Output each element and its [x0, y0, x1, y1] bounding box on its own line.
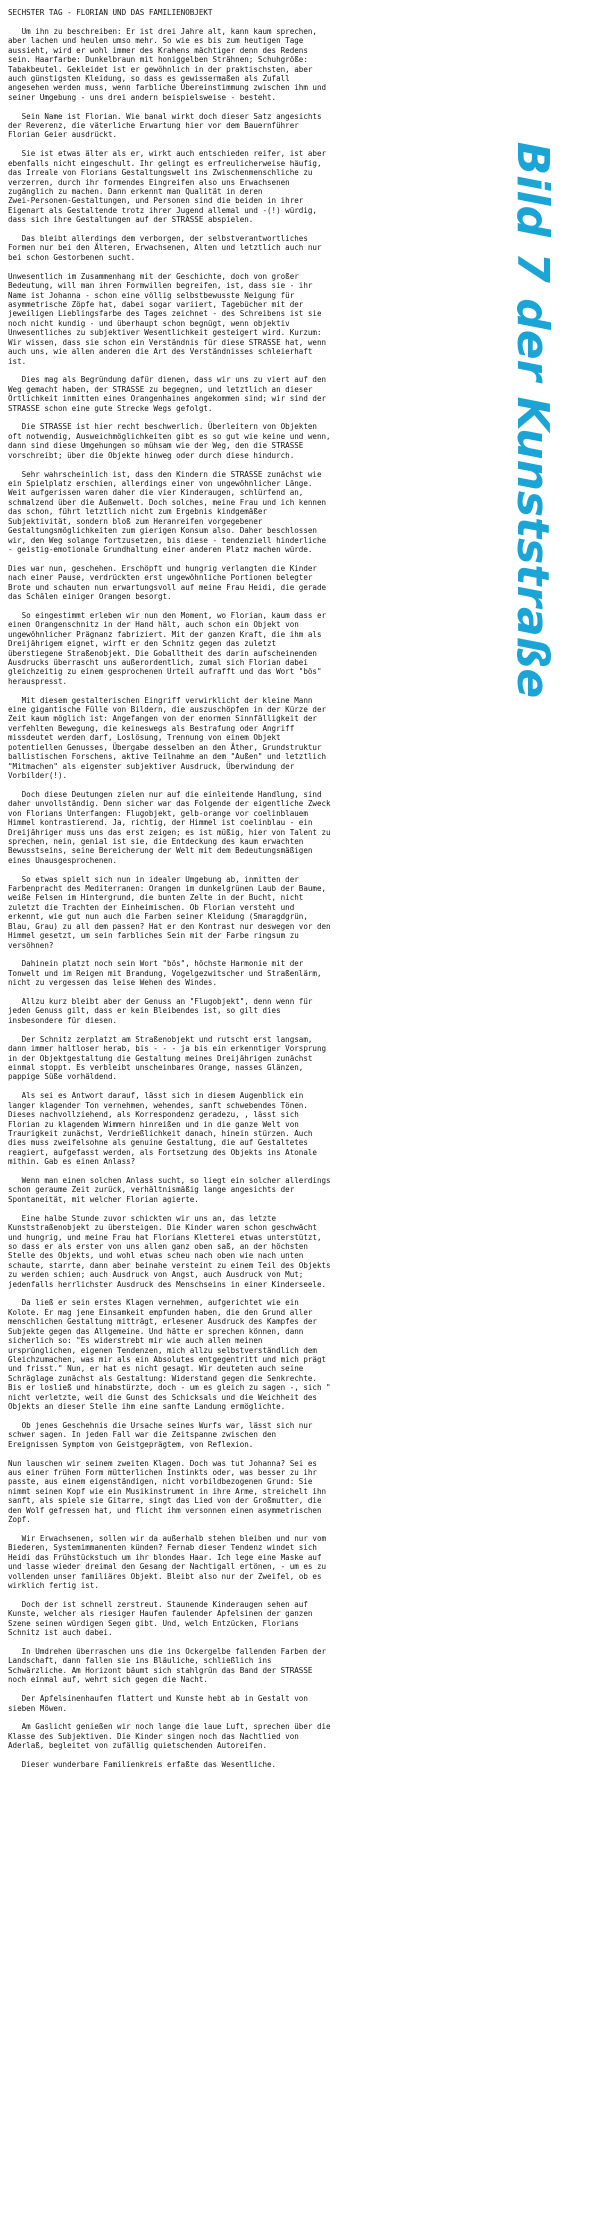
- paragraph: Unwesentlich im Zusammenhang mit der Geschichte, doch von großer Bedeutung, will man ihren Formwillen begreifen, ist, dass sie - ihr Name ist Johanna - schon eine völlig selbstbewusste Neigung für asymmetrische Zöpfe hat, dabei sogar variiert, Tagebücher mit der jeweiligen Lieblingsfarbe des Tages zeichnet - des Schreibens ist sie noch nicht kundig - und überhaupt schon begnügt, wenn objektiv Unwesentliches zu subjektiver Wesentlichkeit gesteigert wird. Kurzum: Wir wissen, dass sie schon ein Verständnis für diese STRASSE hat, wenn auch uns, wie allen anderen die Art des Verständnisses schleierhaft ist.: [8, 271, 327, 366]
- paragraph: Sein Name ist Florian. Wie banal wirkt doch dieser Satz angesichts der Reverenz, die väterliche Erwartung hier vor dem Bauernführer Florian Geier ausdrückt.: [8, 111, 322, 140]
- paragraph: Die STRASSE ist hier recht beschwerlich. Überleitern von Objekten oft notwendig, Ausweichmöglichkeiten gibt es so gut wie keine und wenn, dann sind diese Umgehungen so mühsam wie der Weg, den die STRASSE vorschreibt; über die Objekte hinweg oder durch diese hindurch.: [8, 422, 331, 460]
- side-label-panel: [472, 141, 592, 699]
- paragraph: Dies war nun, geschehen. Erschöpft und hungrig verlangten die Kinder nach einer Pause, verdrückten erst ungewöhnliche Portionen belegter Brote und schauten nun erwartungsvoll auf meine Frau Heidi, die gerade das Schälen einiger Orangen besorgt.: [8, 563, 327, 602]
- paragraph: Dies mag als Begründung dafür dienen, dass wir uns zu viert auf den Weg gemacht haben, der STRASSE zu begegnen, und letztlich an dieser Örtlichkeit inmitten eines Orangenhaines angekommen sind; wir sind der STRASSE schon eine gute Strecke Wegs gefolgt.: [8, 375, 327, 413]
- paragraph: Dahinein platzt noch sein Wort "bös", höchste Harmonie mit der Tonwelt und im Reigen mit Brandung, Vogelgezwitscher und Straßenlärm, nicht zu vergessen das leise Wehen des Windes.: [8, 959, 322, 988]
- paragraph: So etwas spielt sich nun in idealer Umgebung ab, inmitten der Farbenpracht des Mediterranen: Orangen im dunkelgrünen Laub der Baume, weiße Felsen im Hintergrund, die bunten Zelte in der Bucht, nicht zuletzt die Trachten der Einheimischen. Ob Florian versteht und erkennt, wie gut nun auch die Farben seiner Kleidung (Smaragdgrün, Blau, Grau) zu all dem passen? Hat er den Kontrast nur deswegen vor den Himmel gesetzt, um sein farbliches Sein mit der Farbe ringsum zu versöhnen?: [8, 874, 331, 950]
- paragraph: Doch diese Deutungen zielen nur auf die einleitende Handlung, sind daher unvollständig. Denn sicher war das Folgende der eigentliche Zweck von Florians Unterfangen: Flugobjekt, gelb-orange vor coelinblauem Himmel kontrastierend. Ja, richtig, der Himmel ist coelinblau - ein Dreijähriger muss uns das erst zeigen; es ist müßig, hier von Talent zu sprechen, nein, genial ist sie, die Entdeckung des kaum erwachten Bewusstseins, seine Bereicherung der Welt mit dem Bedeutungsmäßigen eines Unausgesprochenen.: [8, 789, 331, 865]
- paragraph: Das bleibt allerdings dem verborgen, der selbstverantwortliches Formen nur bei den Älteren, Erwachsenen, Alten und letztlich auch nur bei schon Gestorbenen sucht.: [8, 234, 322, 262]
- paragraph: Der Apfelsinenhaufen flattert und Kunste hebt ab in Gestalt von sieben Möwen.: [8, 1694, 308, 1713]
- paragraph: Doch der ist schnell zerstreut. Staunende Kinderaugen sehen auf Kunste, welcher als riesiger Haufen faulender Apfelsinen der ganzen Szene seinen würdigen Segen gibt. Und, welch Entzücken, Florians Schnitz ist auch dabei.: [8, 1599, 313, 1638]
- paragraph: Ob jenes Geschehnis die Ursache seines Wurfs war, lässt sich nur schwer sagen. In jeden Fall war die Zeitspanne zwischen den Ereignissen Symptom von Geistgeprägtem, von Reflexion.: [8, 1420, 313, 1449]
- paragraph: Dieser wunderbare Familienkreis erfaßte das Wesentliche.: [8, 1760, 277, 1770]
- paragraph: So eingestimmt erleben wir nun den Moment, wo Florian, kaum dass er einen Orangenschnitz in der Hand hält, auch schon ein Objekt von ungewöhnlicher Prägnanz fabriziert. Mit der ganzen Kraft, die ihm als Dreijährigem eignet, wirft er den Schnitz gegen das zuletzt überstiegene Straßenobjekt. Die Goballtheit des darin aufscheinenden Ausdrucks überrascht uns außerordentlich, zumal sich Florian dabei gleichzeitig zu einem gesprochenen Urteil aufrafft und das Wort "bös" herauspresst.: [8, 610, 327, 686]
- paragraph: Wenn man einen solchen Anlass sucht, so liegt ein solcher allerdings schon geraume Zeit zurück, verhältnismäßig lange angesichts der Spontaneität, mit welcher Florian agierte.: [8, 1176, 331, 1204]
- paragraph: Allzu kurz bleibt aber der Genuss an "Flugobjekt", denn wenn für jeden Genuss gilt, dass er kein Bleibendes ist, so gilt dies insbesondere für diesen.: [8, 997, 313, 1025]
- document-body: [8, 8, 478, 1779]
- paragraph: Sie ist etwas älter als er, wirkt auch entschieden reifer, ist aber ebenfalls nicht eingeschult. Ihr gelingt es erfreulicherweise häufig, das Irreale von Florians Gestaltungswelt ins Zwischenmenschliche zu verzerren, durch ihr formendes Eingreifen also uns Erwachsenen zugänglich zu machen. Dann erkennt man Qualität in deren Zwei-Personen-Gestaltungen, und Personen sind die beiden in ihrer Eigenart als Gestaltende trotz ihrer Jugend allemal und -(!) würdig, dass sich ihre Gestaltungen auf der STRASSE abspielen.: [8, 149, 327, 225]
- paragraph: Als sei es Antwort darauf, lässt sich in diesem Augenblick ein langer klagender Ton vernehmen, wehendes, sanft schwebendes Tönen. Dieses nachvollziehend, als Korrespondenz geradezu, , lässt sich Florian zu klagendem Wimmern hinreißen und in die ganze Welt von Traurigkeit zunächst, Verdrießlichkeit danach, hinein stürzen. Auch dies muss zweifelsohne als genuine Gestaltung, die auf Gestaltetes reagiert, aufgefasst werden, als Fortsetzung des Objekts ins Atonale mithin. Gab es einen Anlass?: [8, 1091, 317, 1167]
- paragraph: Da ließ er sein erstes Klagen vernehmen, aufgerichtet wie ein Kolote. Er mag jene Einsamkeit empfunden haben, die den Grund aller menschlichen Gestaltung mitträgt, erlesener Ausdruck des Kampfes der Subjekte gegen das Allgemeine. Und hätte er sprechen können, dann sicherlich so: "Es widerstrebt mir wie auch allen meinen ursprünglichen, eigenen Tendenzen, mich allzu selbstverständlich dem Gleichzumachen, was mir als ein Absolutes entgegentritt und mich prägt und frisst." Nun, er hat es nicht gesagt. Wir deuteten auch seine Schräglage zunächst als Gestaltung: Widerstand gegen die Senkrechte. Bis er losließ und hinabstürzte, doch - um es gleich zu sagen -, sich " nicht verletzte, weil die Gunst des Schicksals und die Weichheit des Objekts an dieser Stelle ihm eine sanfte Landung ermöglichte.: [8, 1298, 331, 1412]
- paragraph: Um ihn zu beschreiben: Er ist drei Jahre alt, kann kaum sprechen, aber lachen und heulen umso mehr. So wie es bis zum heutigen Tage aussieht, wird er wohl immer des Krahens mächtiger denn des Redens sein. Haarfarbe: Dunkelbraun mit honiggelben Strähnen; Schuhgröße: Tabakbeutel. Gekleidet ist er gewöhnlich in der praktischsten, aber auch günstigsten Kleidung, so dass es gewissermaßen als Zufall angesehen werden muss, wenn farbliche Übereinstimmung zwischen ihm und seiner Umgebung - uns drei andern beispielsweise - besteht.: [8, 26, 327, 102]
- paragraph: Mit diesem gestalterischen Eingriff verwirklicht der kleine Mann eine gigantische Fülle von Bildern, die auszuschöpfen in der Kürze der Zeit kaum möglich ist: Angefangen von der enormen Sinnfälligkeit der verfehlten Bewegung, die keineswegs als Bestrafung oder Angriff missdeutet werden darf, Loslösung, Trennung von einem Objekt potentiellen Genusses, Übergabe desselben an den Äther, Grundstruktur ballistischen Forschens, aktive Teilnahme an dem "Außen" und letztlich "Mitmachen" als eigenster subjektiver Ausdruck, Überwindung der Vorbilder(!).: [8, 695, 327, 780]
- paragraph-list: [8, 27, 478, 1770]
- paragraph: In Umdrehen überraschen uns die ins Ockergelbe fallenden Farben der Landschaft, dann fallen sie ins Bläuliche, schließlich ins Schwärzliche. Am Horizont bäumt sich stahlgrün das Band der STRASSE noch einmal auf, wehrt sich gegen die Nacht.: [8, 1647, 327, 1685]
- paragraph: Eine halbe Stunde zuvor schickten wir uns an, das letzte Kunststraßenobjekt zu übersteigen. Die Kinder waren schon geschwächt und hungrig, und meine Frau hat Florians Kletterei etwas unterstützt, so dass er als erster von uns allen ganz oben saß, an der höchsten Stelle des Objekts, und wohl etwas scheu nach oben wie nach unten schaute, starrte, dann aber beinahe versteint zu einem Teil des Objekts zu werden schien; auch Ausdruck von Angst, auch Ausdruck von Mut; jedenfalls herrlichster Ausdruck des Menschseins in einer Kinderseele.: [8, 1213, 331, 1289]
- paragraph: Wir Erwachsenen, sollen wir da außerhalb stehen bleiben und nur vom Biederen, Systemimmanenten künden? Fernab dieser Tendenz windet sich Heidi das Frühstückstuch um ihr blondes Haar. Ich lege eine Maske auf und lasse wieder dreimal den Gesang der Nachtigall ertönen, - um es zu vollenden unser familiäres Objekt. Bleibt also nur der Zweifel, ob es wirklich fertig ist.: [8, 1533, 327, 1591]
- paragraph: Der Schnitz zerplatzt am Straßenobjekt und rutscht erst langsam, dann immer haltloser herab, bis - - - ja bis ein erkenntiger Vorsprung in der Objektgestaltung die Gestaltung meines Dreijährigen zunächst einmal stoppt. Es verbleibt unscheinbares Orange, nasses Glänzen, pappige Süße vorhäldend.: [8, 1034, 327, 1082]
- paragraph: Am Gaslicht genießen wir noch lange die laue Luft, sprechen über die Klasse des Subjektiven. Die Kinder singen noch das Nachtlied von Aderlaß, begleitet von zufällig quietschenden Autoreifen.: [8, 1722, 331, 1751]
- chapter-title: SECHSTER TAG - FLORIAN UND DAS FAMILIENOBJEKT: [8, 8, 213, 17]
- paragraph: Sehr wahrscheinlich ist, dass den Kindern die STRASSE zunächst wie ein Spielplatz erschien, allerdings einer von ungewöhnlicher Länge. Weit aufgerissen waren daher die vier Kinderaugen, schlürfend an, schmalzend über die Außenwelt. Doch solches, meine Frau und ich kennen das schon, führt letztlich nicht zum Ergebnis kindgemäßer Subjektivität, sondern bloß zum Heranreifen vorgegebener Gestaltungsmöglichkeiten zum gierigen Konsum also. Daher beschlossen wir, den Weg solange fortzusetzen, bis diese - tendenziell hinderliche - geistig-emotionale Grundhaltung einer anderen Platz machen würde.: [8, 469, 327, 554]
- side-label: Bild 7 der Kunststraße: [507, 141, 558, 699]
- paragraph: Nun lauschen wir seinem zweiten Klagen. Doch was tut Johanna? Sei es aus einer frühen Form mütterlichen Instinkts oder, was besser zu ihr passte, aus einem eigenständigen, nicht vorbildbezogenen Grund: Sie nimmt seinen Kopf wie ein Musikinstrument in ihre Arme, streichelt ihn sanft, als spiele sie Gitarre, singt das Lied von der Großmutter, die den Wolf gefressen hat, und flicht ihm versonnen einen asymmetrischen Zopf.: [8, 1458, 327, 1525]
